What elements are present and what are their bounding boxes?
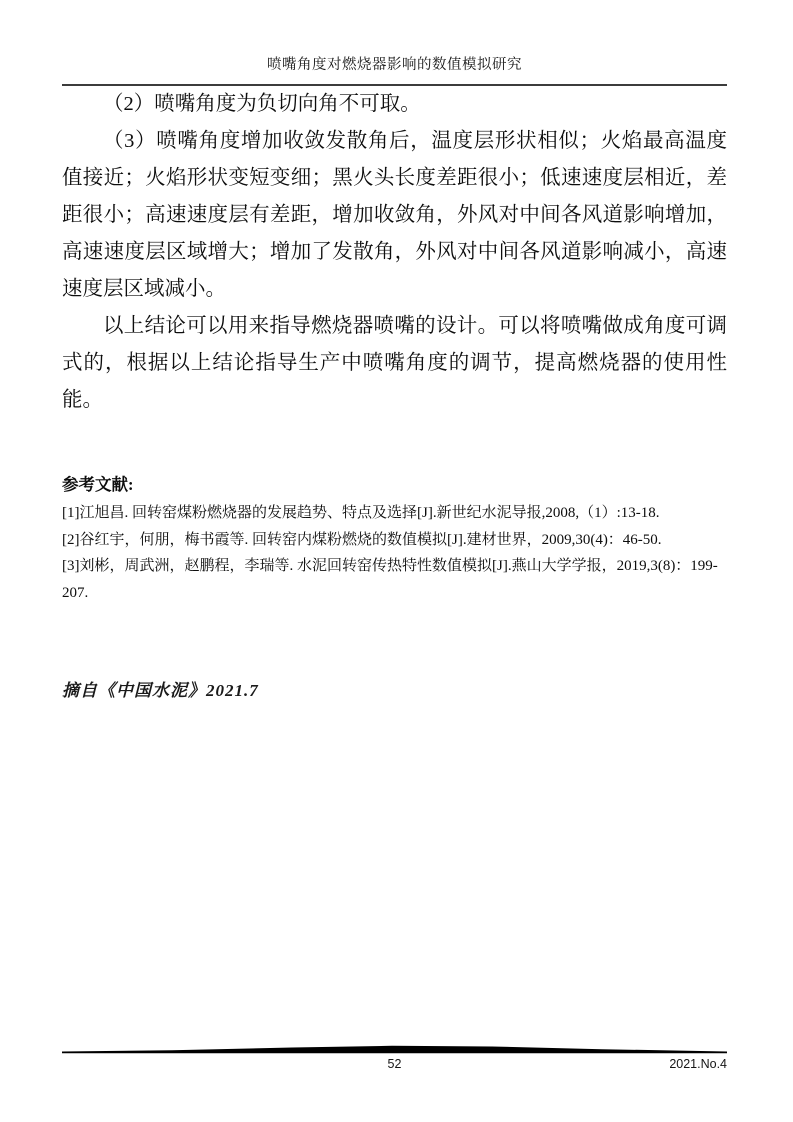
body-text [62, 86, 727, 419]
reference-item: [1]江旭昌. 回转窑煤粉燃烧器的发展趋势、特点及选择[J].新世纪水泥导报,2008,（1）:13-18. [62, 505, 660, 521]
references-section [62, 473, 727, 606]
source-attribution: 摘自《中国水泥》2021.7 [62, 681, 259, 700]
references-list [62, 500, 727, 606]
reference-item: [2]谷红宇，何朋，梅书霞等. 回转窑内煤粉燃烧的数值模拟[J].建材世界，2009,30(4)：46-50. [62, 531, 662, 548]
page-number: 52 [387, 1057, 402, 1071]
paragraph: （2）喷嘴角度为负切向角不可取。 [103, 93, 421, 115]
footer-text-row [62, 1056, 727, 1073]
issue-label: 2021.No.4 [669, 1057, 727, 1071]
reference-item: [3]刘彬，周武洲，赵鹏程，李瑞等. 水泥回转窑传热特性数值模拟[J].燕山大学学报，2019,3(8)：199-207. [62, 558, 718, 601]
page-header [62, 0, 727, 86]
footer-divider-bar [62, 1045, 727, 1056]
paragraph: （3）喷嘴角度增加收敛发散角后，温度层形状相似；火焰最高温度值接近；火焰形状变短变细；黑火头长度差距很小；低速速度层相近，差距很小；高速速度层有差距，增加收敛角，外风对中间各风道影响增加，高速速度层区域增大；增加了发散角，外风对中间各风道影响减小，高速速度层区域减小。 [62, 130, 727, 300]
paragraph: 以上结论可以用来指导燃烧器喷嘴的设计。可以将喷嘴做成角度可调式的，根据以上结论指导生产中喷嘴角度的调节，提高燃烧器的使用性能。 [62, 315, 727, 411]
running-head-title: 喷嘴角度对燃烧器影响的数值模拟研究 [267, 57, 522, 73]
references-heading: 参考文献: [62, 475, 134, 494]
page-content [62, 0, 727, 701]
page-footer [62, 1045, 727, 1073]
